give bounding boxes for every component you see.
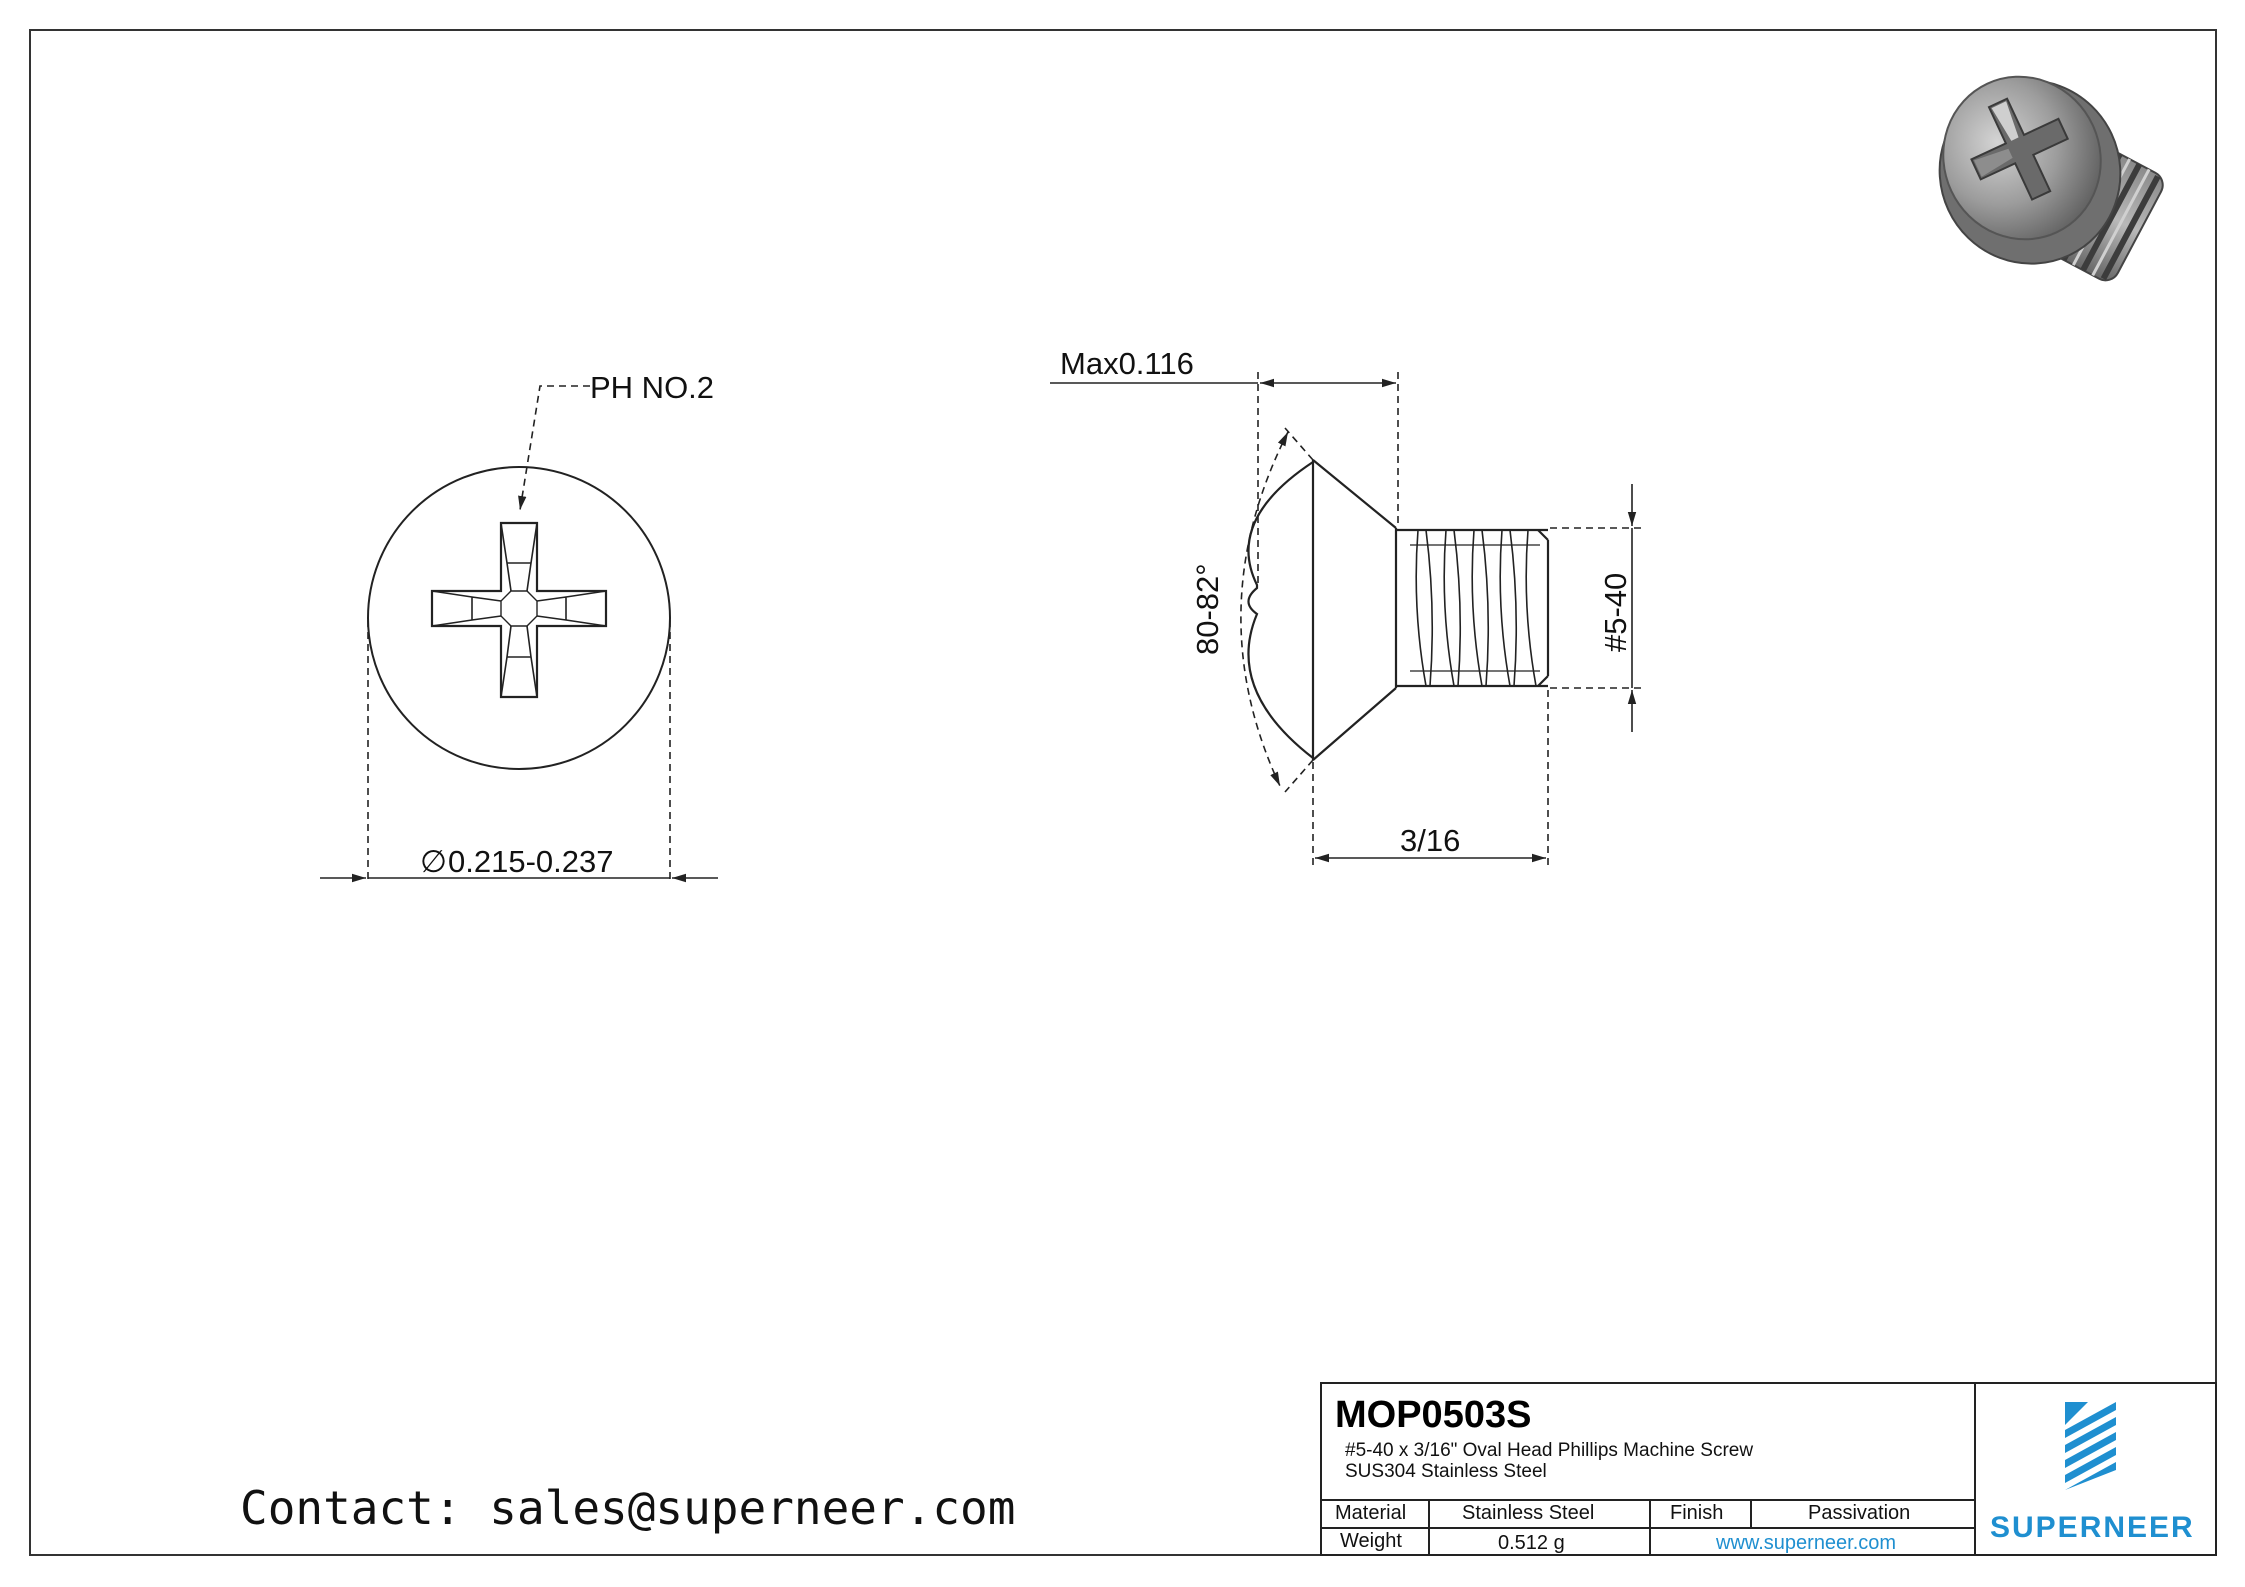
brand-logo-text: SUPERNEER: [1990, 1511, 2195, 1544]
part-material-spec: SUS304 Stainless Steel: [1345, 1461, 1547, 1482]
head-height-dimension: [1050, 372, 1398, 585]
head-angle-value: 80-82°: [1190, 563, 1225, 655]
drive-type-callout: PH NO.2: [590, 370, 715, 405]
part-number: MOP0503S: [1335, 1394, 1532, 1436]
screw-3d-render: [1910, 51, 2168, 294]
weight-label: Weight: [1340, 1530, 1402, 1552]
head-height-value: Max0.116: [1060, 346, 1194, 381]
finish-value: Passivation: [1808, 1502, 1911, 1524]
drive-callout-leader: [520, 386, 590, 510]
head-diameter-value: 0.215-0.237: [448, 844, 614, 879]
contact-email[interactable]: Contact: sales@superneer.com: [240, 1481, 1016, 1535]
website-link[interactable]: www.superneer.com: [1716, 1532, 1897, 1554]
head-top-view: [368, 467, 670, 769]
thread-helix-lines: [1416, 530, 1536, 686]
part-description: #5-40 x 3/16" Oval Head Phillips Machine Screw: [1345, 1440, 1754, 1461]
material-label: Material: [1335, 1502, 1407, 1524]
diameter-symbol: ∅: [420, 844, 448, 879]
material-value: Stainless Steel: [1462, 1502, 1595, 1524]
sheet-border: [30, 30, 2216, 1555]
finish-label: Finish: [1670, 1502, 1724, 1524]
thread-size-value: #5-40: [1598, 572, 1633, 652]
weight-value: 0.512 g: [1498, 1532, 1565, 1554]
superneer-logo-icon: [2065, 1402, 2116, 1490]
length-value: 3/16: [1400, 823, 1461, 858]
